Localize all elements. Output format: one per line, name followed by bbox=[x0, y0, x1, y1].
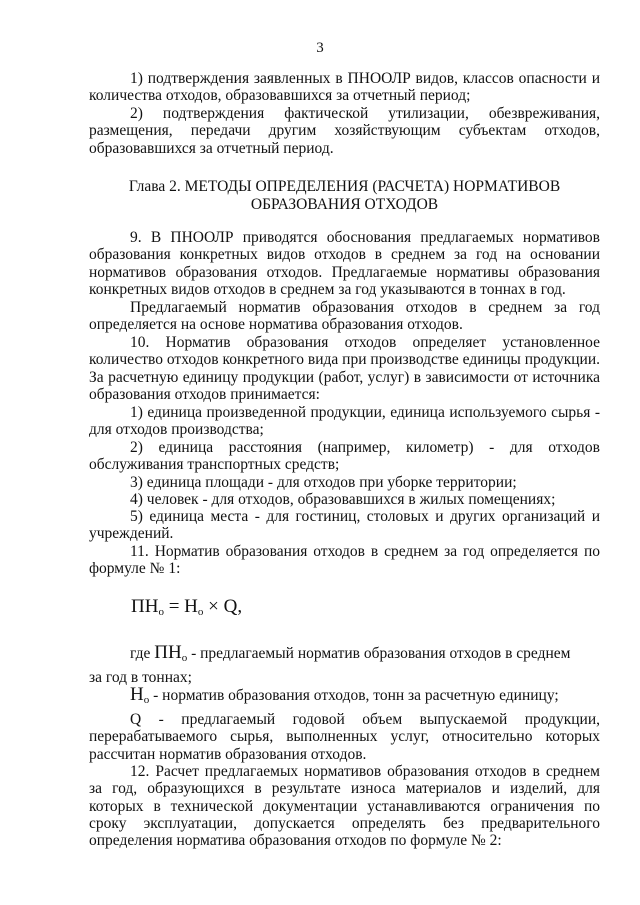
where-pn-symbol: $ПН_о$ bbox=[154, 642, 188, 664]
where-prefix: где bbox=[130, 645, 151, 662]
paragraph-11: 11. Норматив образования отходов в среднем за год определяется по формуле № 1: bbox=[89, 543, 600, 578]
list-10-item-4: 4) человек - для отходов, образовавшихся в жилых помещениях; bbox=[130, 491, 556, 508]
where-n-description: - норматив образования отходов, тонн за расчетную единицу; bbox=[153, 687, 559, 704]
formula-lhs: ПН bbox=[131, 596, 159, 617]
paragraph-10: 10. Норматив образования отходов определяет установленное количество отходов конкретного вида при производстве единицы продукции. За расчетную единицу продукции (работ, услуг) в зависимости от источника образования отходов принимается: bbox=[89, 334, 600, 403]
formula-rhs1: Н bbox=[184, 596, 198, 617]
formula-lhs-sub: о bbox=[158, 606, 164, 618]
list-10-item-3: 3) единица площади - для отходов при уборке территории; bbox=[130, 474, 517, 491]
formula-1 bbox=[131, 596, 242, 618]
list-10-item-5: 5) единица места - для гостиниц, столовых и других организаций и учреждений. bbox=[89, 508, 600, 543]
page-number: 3 bbox=[316, 40, 324, 56]
list-10-item-1: 1) единица произведенной продукции, единица используемого сырья - для отходов производства; bbox=[89, 404, 600, 439]
where-pn bbox=[89, 643, 600, 688]
list-10-item-2: 2) единица расстояния (например, километр) - для отходов обслуживания транспортных средств; bbox=[89, 439, 600, 474]
chapter-heading bbox=[89, 178, 600, 214]
formula-eq: = bbox=[168, 596, 180, 617]
paragraph-9-continued: Предлагаемый норматив образования отходов в среднем за год определяется на основе норматива образования отходов. bbox=[89, 299, 600, 334]
where-q: Q - предлагаемый годовой объем выпускаемой продукции, перерабатываемого сырья, выполненных услуг, относительно которых рассчитан норматив образования отходов. bbox=[89, 711, 600, 763]
where-pn-description-cont: за год в тоннах; bbox=[89, 669, 192, 686]
list-top-item-1: 1) подтверждения заявленных в ПНООЛР видов, классов опасности и количества отходов, образовавшихся за отчетный период; bbox=[89, 70, 600, 105]
formula-times: × bbox=[208, 596, 219, 617]
chapter-heading-line-1: Глава 2. МЕТОДЫ ОПРЕДЕЛЕНИЯ (РАСЧЕТА) НОРМАТИВОВ bbox=[128, 178, 561, 195]
formula-rhs2: Q bbox=[223, 596, 238, 617]
paragraph-9: 9. В ПНООЛР приводятся обоснования предлагаемых нормативов образования конкретных видов отходов в среднем за год на основании нормативов образования отходов. Предлагаемые нормативы образования конкретных видов отходов в среднем за год указываются в тоннах в год. bbox=[89, 229, 600, 298]
where-n-symbol: $Н_о$ bbox=[130, 684, 150, 706]
formula-comma: , bbox=[237, 596, 243, 617]
list-top-item-2: 2) подтверждения фактической утилизации, обезвреживания, размещения, передачи другим хозяйствующим субъектам отходов, образовавшихся за отчетный период. bbox=[89, 105, 600, 157]
paragraph-12: 12. Расчет предлагаемых нормативов образования отходов в среднем за год, образующихся в результате износа материалов и изделий, для которых в технической документации устанавливаются ограничения по сроку эксплуатации, допускается определять без предварительного определения норматива образования отходов по формуле № 2: bbox=[89, 763, 600, 850]
formula-rhs1-sub: о bbox=[197, 606, 204, 618]
chapter-heading-line-2: ОБРАЗОВАНИЯ ОТХОДОВ bbox=[250, 196, 439, 213]
where-n bbox=[89, 685, 600, 710]
where-pn-description: - предлагаемый норматив образования отходов в среднем bbox=[191, 645, 571, 662]
